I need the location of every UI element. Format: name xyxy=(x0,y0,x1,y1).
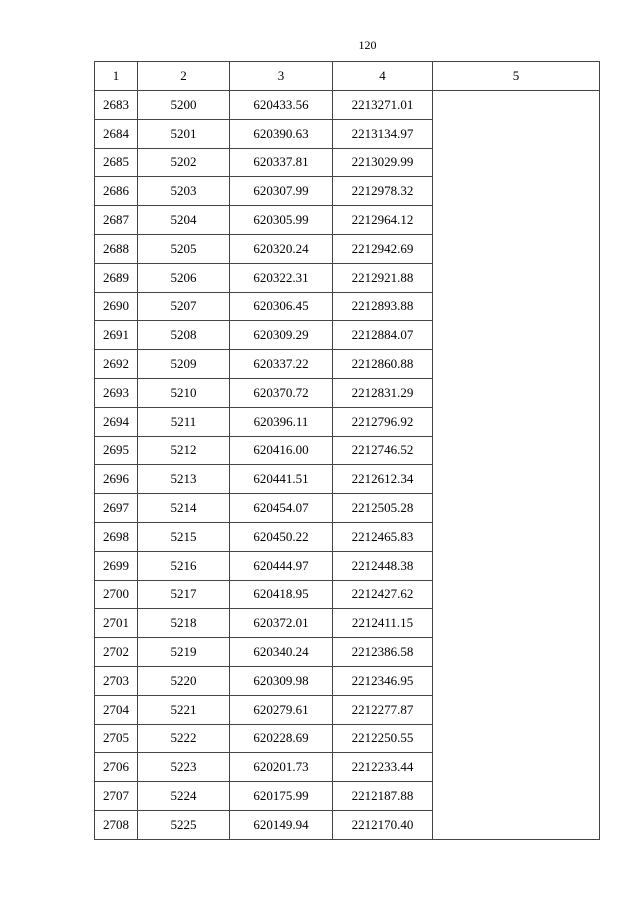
table-cell-col-3: 620320.24 xyxy=(230,234,333,263)
table-cell-col-1: 2705 xyxy=(95,724,138,753)
column-header-4: 4 xyxy=(333,62,433,91)
table-cell-col-1: 2704 xyxy=(95,695,138,724)
table-cell-col-5 xyxy=(433,91,600,840)
table-cell-col-2: 5213 xyxy=(138,465,230,494)
table-cell-col-1: 2691 xyxy=(95,321,138,350)
table-cell-col-3: 620279.61 xyxy=(230,695,333,724)
table-cell-col-2: 5200 xyxy=(138,91,230,120)
table-cell-col-1: 2696 xyxy=(95,465,138,494)
table-cell-col-2: 5221 xyxy=(138,695,230,724)
table-cell-col-3: 620309.98 xyxy=(230,666,333,695)
table-cell-col-3: 620441.51 xyxy=(230,465,333,494)
table-cell-col-1: 2703 xyxy=(95,666,138,695)
table-cell-col-2: 5208 xyxy=(138,321,230,350)
table-cell-col-3: 620340.24 xyxy=(230,638,333,667)
table-cell-col-3: 620418.95 xyxy=(230,580,333,609)
table-cell-col-4: 2212411.15 xyxy=(333,609,433,638)
table-cell-col-3: 620309.29 xyxy=(230,321,333,350)
table-cell-col-4: 2213134.97 xyxy=(333,119,433,148)
table-cell-col-3: 620390.63 xyxy=(230,119,333,148)
table-cell-col-4: 2213029.99 xyxy=(333,148,433,177)
table-cell-col-2: 5216 xyxy=(138,551,230,580)
table-cell-col-3: 620337.81 xyxy=(230,148,333,177)
table-cell-col-4: 2212884.07 xyxy=(333,321,433,350)
column-header-5: 5 xyxy=(433,62,600,91)
table-cell-col-2: 5211 xyxy=(138,407,230,436)
table-cell-col-1: 2686 xyxy=(95,177,138,206)
table-cell-col-2: 5218 xyxy=(138,609,230,638)
table-cell-col-4: 2212277.87 xyxy=(333,695,433,724)
table-cell-col-1: 2685 xyxy=(95,148,138,177)
table-cell-col-4: 2212831.29 xyxy=(333,378,433,407)
table-cell-col-4: 2212978.32 xyxy=(333,177,433,206)
table-cell-col-2: 5212 xyxy=(138,436,230,465)
table-cell-col-4: 2212964.12 xyxy=(333,206,433,235)
table-cell-col-1: 2689 xyxy=(95,263,138,292)
table-cell-col-3: 620337.22 xyxy=(230,350,333,379)
column-header-2: 2 xyxy=(138,62,230,91)
table-cell-col-2: 5214 xyxy=(138,494,230,523)
table-cell-col-3: 620454.07 xyxy=(230,494,333,523)
table-cell-col-2: 5205 xyxy=(138,234,230,263)
table-cell-col-3: 620444.97 xyxy=(230,551,333,580)
table-cell-col-1: 2692 xyxy=(95,350,138,379)
table-cell-col-4: 2212942.69 xyxy=(333,234,433,263)
table-cell-col-4: 2212612.34 xyxy=(333,465,433,494)
table-cell-col-1: 2699 xyxy=(95,551,138,580)
table-cell-col-3: 620175.99 xyxy=(230,782,333,811)
table-cell-col-2: 5222 xyxy=(138,724,230,753)
table-cell-col-4: 2212505.28 xyxy=(333,494,433,523)
column-header-3: 3 xyxy=(230,62,333,91)
table-cell-col-3: 620450.22 xyxy=(230,522,333,551)
table-cell-col-3: 620149.94 xyxy=(230,810,333,839)
table-cell-col-4: 2213271.01 xyxy=(333,91,433,120)
table-cell-col-3: 620228.69 xyxy=(230,724,333,753)
table-cell-col-3: 620306.45 xyxy=(230,292,333,321)
table-cell-col-2: 5202 xyxy=(138,148,230,177)
table-cell-col-4: 2212386.58 xyxy=(333,638,433,667)
table-cell-col-3: 620307.99 xyxy=(230,177,333,206)
table-cell-col-4: 2212746.52 xyxy=(333,436,433,465)
table-row xyxy=(95,91,600,120)
table-cell-col-2: 5210 xyxy=(138,378,230,407)
table-body xyxy=(95,91,600,840)
table-cell-col-2: 5204 xyxy=(138,206,230,235)
table-cell-col-2: 5203 xyxy=(138,177,230,206)
table-cell-col-2: 5201 xyxy=(138,119,230,148)
table-cell-col-1: 2695 xyxy=(95,436,138,465)
table-cell-col-3: 620201.73 xyxy=(230,753,333,782)
table-cell-col-1: 2694 xyxy=(95,407,138,436)
table-cell-col-1: 2683 xyxy=(95,91,138,120)
table-cell-col-1: 2690 xyxy=(95,292,138,321)
table-cell-col-1: 2688 xyxy=(95,234,138,263)
page-number: 120 xyxy=(358,38,377,52)
table-cell-col-3: 620433.56 xyxy=(230,91,333,120)
table-cell-col-2: 5219 xyxy=(138,638,230,667)
table-cell-col-4: 2212233.44 xyxy=(333,753,433,782)
table-cell-col-2: 5224 xyxy=(138,782,230,811)
table-cell-col-1: 2684 xyxy=(95,119,138,148)
table-cell-col-4: 2212465.83 xyxy=(333,522,433,551)
column-header-1: 1 xyxy=(95,62,138,91)
table-cell-col-1: 2708 xyxy=(95,810,138,839)
table-cell-col-1: 2693 xyxy=(95,378,138,407)
table-cell-col-2: 5215 xyxy=(138,522,230,551)
table-cell-col-1: 2706 xyxy=(95,753,138,782)
table-cell-col-4: 2212170.40 xyxy=(333,810,433,839)
table-cell-col-1: 2697 xyxy=(95,494,138,523)
table-cell-col-2: 5206 xyxy=(138,263,230,292)
table-cell-col-2: 5220 xyxy=(138,666,230,695)
table-cell-col-2: 5207 xyxy=(138,292,230,321)
table-cell-col-4: 2212796.92 xyxy=(333,407,433,436)
table-cell-col-1: 2701 xyxy=(95,609,138,638)
table-cell-col-3: 620370.72 xyxy=(230,378,333,407)
table-cell-col-4: 2212250.55 xyxy=(333,724,433,753)
table-cell-col-4: 2212346.95 xyxy=(333,666,433,695)
table-cell-col-2: 5217 xyxy=(138,580,230,609)
table-cell-col-3: 620416.00 xyxy=(230,436,333,465)
table-cell-col-1: 2702 xyxy=(95,638,138,667)
table-cell-col-3: 620322.31 xyxy=(230,263,333,292)
table-cell-col-2: 5225 xyxy=(138,810,230,839)
table-cell-col-2: 5209 xyxy=(138,350,230,379)
table-cell-col-1: 2698 xyxy=(95,522,138,551)
table-cell-col-3: 620305.99 xyxy=(230,206,333,235)
table-cell-col-1: 2687 xyxy=(95,206,138,235)
table-cell-col-4: 2212427.62 xyxy=(333,580,433,609)
table-cell-col-4: 2212187.88 xyxy=(333,782,433,811)
table-cell-col-1: 2707 xyxy=(95,782,138,811)
coordinates-table xyxy=(94,61,600,840)
table-cell-col-4: 2212860.88 xyxy=(333,350,433,379)
table-header-row xyxy=(95,62,600,91)
table-cell-col-2: 5223 xyxy=(138,753,230,782)
table-cell-col-4: 2212448.38 xyxy=(333,551,433,580)
table-cell-col-3: 620372.01 xyxy=(230,609,333,638)
table-cell-col-4: 2212893.88 xyxy=(333,292,433,321)
table-cell-col-3: 620396.11 xyxy=(230,407,333,436)
table-cell-col-4: 2212921.88 xyxy=(333,263,433,292)
table-cell-col-1: 2700 xyxy=(95,580,138,609)
